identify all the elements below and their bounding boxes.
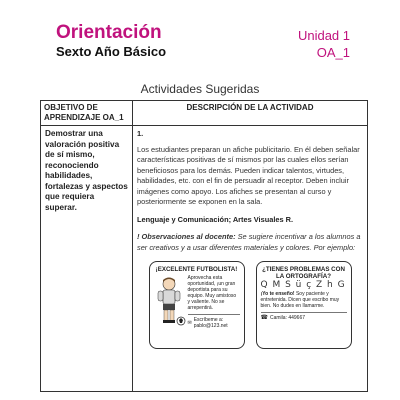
offer-bold: ¡Yo te enseño! xyxy=(260,291,295,297)
poster-letters: Q M S ü ç Z h G xyxy=(260,280,346,290)
observation-label: ! Observaciones al docente: xyxy=(137,232,236,241)
table-row xyxy=(41,126,368,392)
offer-text: Soy paciente y entretenida. Dicen que escribo muy bien. No dudes en llamarme. xyxy=(260,291,340,309)
envelope-icon: ✉ xyxy=(187,320,192,326)
table-header-row xyxy=(41,101,368,126)
contact-email: pablo@123.net xyxy=(193,323,228,329)
poster-spelling-offer xyxy=(261,291,347,309)
poster-footballer xyxy=(149,261,245,349)
poster-footballer-title: ¡EXCELENTE FUTBOLISTA! xyxy=(155,266,238,273)
poster-spelling-title: ¿TIENES PROBLEMAS CON LA ORTOGRAFÍA? xyxy=(262,266,345,280)
poster-footballer-contact xyxy=(188,314,240,329)
related-subjects: Lenguaje y Comunicación; Artes Visuales R. xyxy=(137,214,294,224)
poster-spelling-contact xyxy=(261,312,347,321)
unit-label xyxy=(298,27,350,61)
description-column-header: DESCRIPCIÓN DE LA ACTIVIDAD xyxy=(133,101,368,126)
description-cell xyxy=(133,126,368,392)
objective-column-header: OBJETIVO DE APRENDIZAJE OA_1 xyxy=(41,101,133,126)
grade-subtitle: Sexto Año Básico xyxy=(56,44,167,59)
objective-cell: Demostrar una valoración positiva de sí mismo, reconociendo habilidades, fortalezas y aspectos que requiera superar. xyxy=(41,126,133,392)
phone-icon: ☎ xyxy=(260,315,268,321)
poster-spelling xyxy=(256,261,352,349)
activity-number: 1. xyxy=(137,129,144,138)
contact-label: Escríbeme a: xyxy=(193,317,224,323)
teacher-observation xyxy=(137,232,363,253)
phone-label: Camila: 449667 xyxy=(269,315,306,321)
poster-footballer-text: Aprovecha esta oportunidad, ¡un gran deportista para su equipo. Muy amistoso y valiente. No se arrepentirá. xyxy=(187,275,237,311)
section-title: Actividades Sugeridas xyxy=(140,82,260,96)
soccer-player-icon xyxy=(154,275,186,329)
unit-number: Unidad 1 xyxy=(297,28,350,43)
example-posters xyxy=(137,261,363,349)
activities-table xyxy=(40,100,368,392)
observation-text: Se sugiere incentivar a los alumnos a ser creativos y a usar diferentes materiales y colores. Por ejemplo: xyxy=(137,232,361,252)
oa-code: OA_1 xyxy=(316,45,350,60)
page-title: Orientación xyxy=(56,22,162,43)
activity-description: Los estudiantes preparan un afiche publicitario. En él deben señalar características positivas de sí mismos por las cuales ellos serían beneficiosos para los demás. Pueden indicar talentos, virtudes, habilidades, etc. con el fin de persuadir al receptor. Deben incluir imágenes como apoyo. Los afiches se presentan al curso y posteriormente se exponen en la sala. xyxy=(137,144,360,206)
